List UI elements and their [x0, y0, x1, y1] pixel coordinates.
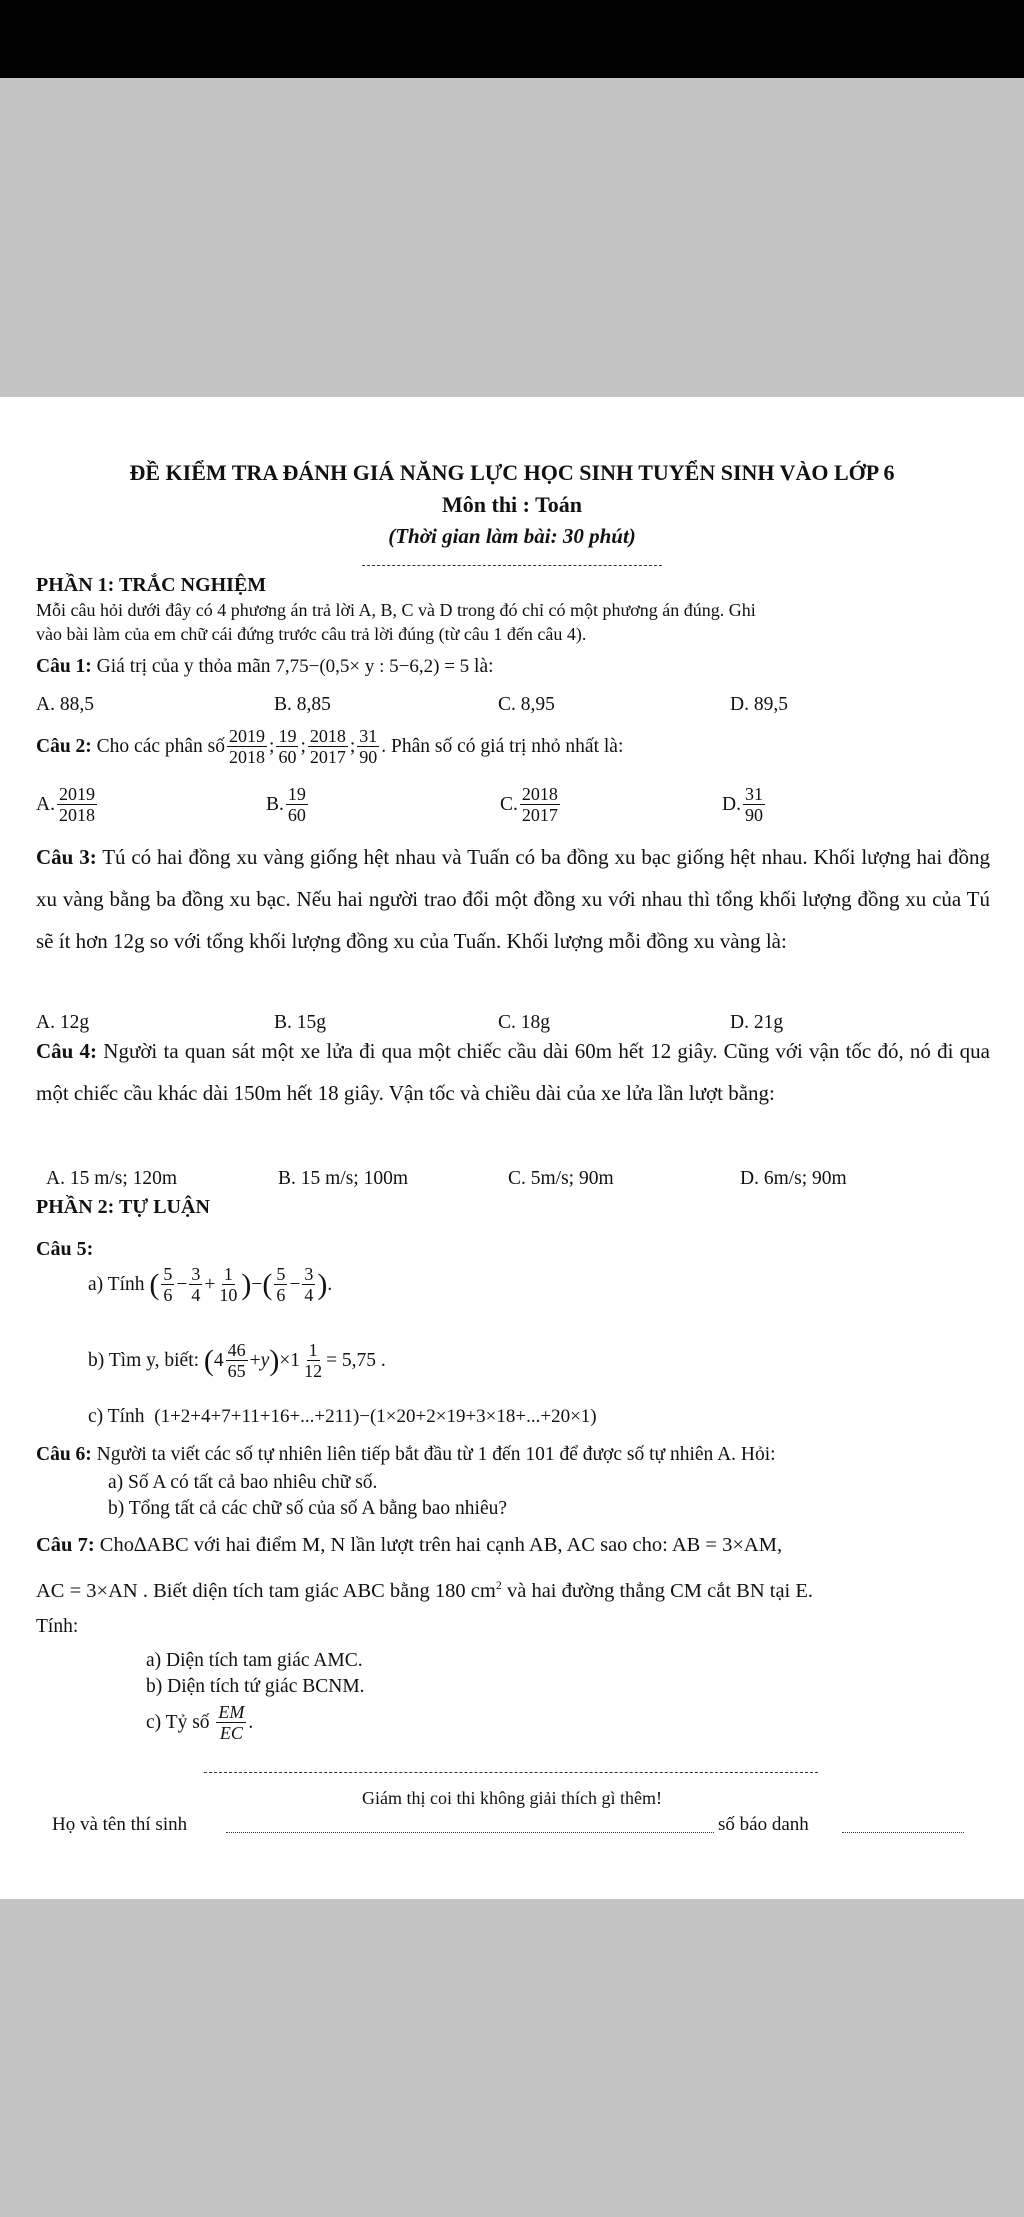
question-6b: b) Tổng tất cả các chữ số của số A bằng bao nhiêu? [108, 1498, 507, 1519]
candidate-id-label: số báo danh [718, 1814, 809, 1835]
part1-instruction-2: vào bài làm của em chữ cái đứng trước câu trả lời đúng (từ câu 1 đến câu 4). [36, 624, 587, 644]
option-d: D. $\frac{31}{90}$ [722, 784, 763, 825]
option-d: D. 89,5 [730, 694, 788, 715]
option-c: C. $\frac{2018}{2017}$ [500, 784, 558, 825]
question-6: Câu 6: Người ta viết các số tự nhiên liên tiếp bắt đầu từ 1 đến 101 để được số tự nhiên A. Hỏi: [36, 1444, 776, 1465]
divider [362, 565, 662, 566]
option-a: A. $\frac{2019}{2018}$ [36, 784, 95, 825]
question-label: Câu 6: [36, 1444, 92, 1465]
question-label: Câu 7: [36, 1534, 95, 1556]
name-line [226, 1832, 714, 1833]
question-2: Câu 2: Cho các phân số $\frac{2019}{2018}$ ; $\frac{19}{60}$ ; $\frac{2018}{2017}$ ; $\frac{31}{90}$ . Phân số có giá trị nhỏ nhất là: [36, 726, 624, 767]
question-7-tinh: Tính: [36, 1616, 79, 1637]
question-7c: c) Tỷ số $\frac{EM}{EC}$ . [146, 1702, 254, 1743]
status-bar [0, 0, 1024, 78]
exam-time: (Thời gian làm bài: 30 phút) [388, 524, 636, 548]
fraction: $\frac{19}{60}$ [278, 726, 297, 767]
option-d: D. 6m/s; 90m [740, 1168, 847, 1189]
question-5c: c) Tính (1+2+4+7+11+16+...+211)−(1×20+2×19+3×18+...+20×1) [88, 1406, 597, 1427]
fraction: $\frac{2018}{2017}$ [309, 726, 346, 767]
question-4: Câu 4: Người ta quan sát một xe lửa đi qua một chiếc cầu dài 60m hết 12 giây. Cũng với vận tốc đó, nó đi qua một chiếc cầu khác dài 150m hết 18 giây. Vận tốc và chiều dài của xe lửa lần lượt bằng: [36, 1039, 990, 1105]
exam-subject: Môn thi : Toán [442, 492, 582, 517]
exam-title: ĐỀ KIỂM TRA ĐÁNH GIÁ NĂNG LỰC HỌC SINH TUYỂN SINH VÀO LỚP 6 [129, 460, 895, 485]
question-7b: b) Diện tích tứ giác BCNM. [146, 1676, 365, 1697]
question-5-label: Câu 5: [36, 1238, 94, 1260]
option-b: B. 15g [274, 1012, 327, 1033]
part2-heading: PHẦN 2: TỰ LUẬN [36, 1196, 210, 1218]
divider [204, 1772, 818, 1773]
option-c: C. 8,95 [498, 694, 555, 715]
part1-heading: PHẦN 1: TRẮC NGHIỆM [36, 574, 267, 596]
option-a: A. 12g [36, 1012, 90, 1033]
option-c: C. 18g [498, 1012, 551, 1033]
exam-paper [0, 397, 1024, 1899]
question-label: Câu 4: [36, 1039, 98, 1063]
fraction: $\frac{2019}{2018}$ [229, 726, 266, 767]
math-expression: 7,75−(0,5× y : 5−6,2) = 5 [275, 656, 470, 677]
question-1: Câu 1: Giá trị của y thỏa mãn 7,75−(0,5× y : 5−6,2) = 5 là: [36, 656, 494, 677]
part1-instruction-1: Mỗi câu hỏi dưới đây có 4 phương án trả lời A, B, C và D trong đó chỉ có một phương án đúng. Ghi [36, 600, 756, 620]
question-label: Câu 3: [36, 845, 97, 869]
option-b: B. $\frac{19}{60}$ [266, 784, 306, 825]
option-d: D. 21g [730, 1012, 784, 1033]
question-label: Câu 1: [36, 656, 92, 677]
question-7-line-2: AC = 3×AN . Biết diện tích tam giác ABC bằng 180 $cm^2$ và hai đường thẳng CM cắt BN tại E. [36, 1578, 814, 1602]
proctor-note: Giám thị coi thi không giải thích gì thêm! [362, 1788, 662, 1808]
option-c: C. 5m/s; 90m [508, 1168, 614, 1189]
option-a: A. 15 m/s; 120m [46, 1168, 178, 1189]
fraction: $\frac{31}{90}$ [359, 726, 378, 767]
option-b: B. 15 m/s; 100m [278, 1168, 409, 1189]
candidate-name-label: Họ và tên thí sinh [52, 1814, 188, 1835]
question-5b: b) Tìm y, biết: ( 4 $\frac{46}{65}$ + y ) ×1 $\frac{1}{12}$ = 5,75 . [88, 1340, 386, 1381]
question-6a: a) Số A có tất cả bao nhiêu chữ số. [108, 1472, 378, 1493]
question-7-line-1: Câu 7: Cho∆ABC với hai điểm M, N lần lượt trên hai cạnh AB, AC sao cho: AB = 3×AM, [36, 1534, 783, 1556]
id-line [842, 1832, 964, 1833]
question-5a: a) Tính ( $\frac{5}{6}$ − $\frac{3}{4}$ + $\frac{1}{10}$ ) − ( $\frac{5}{6}$ − $\frac{3}{4}$ ) . [88, 1264, 333, 1305]
option-a: A. 88,5 [36, 694, 94, 715]
question-3: Câu 3: Tú có hai đồng xu vàng giống hệt nhau và Tuấn có ba đồng xu bạc giống hệt nhau. Khối lượng hai đồng xu vàng bằng ba đồng xu bạc. Nếu hai người trao đổi một đồng xu với nhau thì tổng khối lượng đồng xu của Tú sẽ ít hơn 12g so với tổng khối lượng đồng xu của Tuấn. Khối lượng mỗi đồng xu vàng là: [36, 845, 991, 953]
option-b: B. 8,85 [274, 694, 331, 715]
math-expression: (1+2+4+7+11+16+...+211)−(1×20+2×19+3×18+...+20×1) [154, 1406, 597, 1427]
question-7a: a) Diện tích tam giác AMC. [146, 1650, 363, 1671]
question-label: Câu 2: [36, 735, 92, 757]
